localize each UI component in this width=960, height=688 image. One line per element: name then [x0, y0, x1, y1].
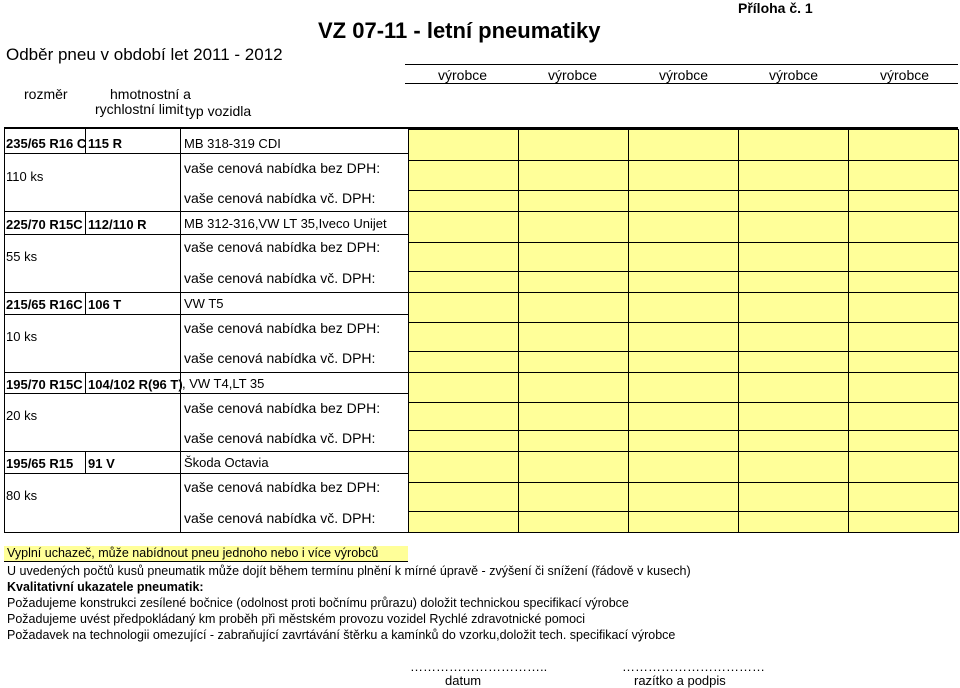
- price-ex-vat-label: vaše cenová nabídka bez DPH:: [184, 400, 381, 416]
- price-input-cell[interactable]: [408, 211, 519, 243]
- label-column-line: [180, 153, 181, 211]
- column-header-size: rozměr: [24, 86, 68, 102]
- column-header-vehicle: typ vozidla: [185, 103, 252, 119]
- price-input-cell[interactable]: [738, 451, 849, 483]
- price-input-cell[interactable]: [628, 160, 739, 191]
- price-input-cell[interactable]: [628, 292, 739, 323]
- price-input-cell[interactable]: [628, 271, 739, 293]
- price-input-cell[interactable]: [628, 372, 739, 403]
- left-title: Odběr pneu v období let 2011 - 2012: [6, 45, 283, 64]
- quantity: 20 ks: [6, 408, 38, 423]
- page-title: VZ 07-11 - letní pneumatiky: [318, 18, 601, 43]
- price-input-cell[interactable]: [848, 351, 959, 373]
- requirement-3: Požadavek na technologii omezující - zabraňující zavrtávání štěrku a kamínků do vzorku,doložit tech. specifikací výrobce: [7, 628, 676, 642]
- price-input-cell[interactable]: [738, 430, 849, 452]
- price-input-cell[interactable]: [518, 451, 629, 483]
- quantity: 10 ks: [6, 329, 38, 344]
- vehicle-type: MB 318-319 CDI: [184, 136, 281, 151]
- price-input-cell[interactable]: [628, 129, 739, 161]
- price-input-cell[interactable]: [408, 271, 519, 293]
- price-ex-vat-label: vaše cenová nabídka bez DPH:: [184, 160, 381, 176]
- price-input-cell[interactable]: [738, 351, 849, 373]
- price-input-cell[interactable]: [628, 211, 739, 243]
- group-5-top-line: [4, 451, 408, 452]
- price-input-cell[interactable]: [848, 160, 959, 191]
- price-input-cell[interactable]: [848, 322, 959, 352]
- label-column-line: [180, 234, 181, 292]
- fill-note: Vyplní uchazeč, může nabídnout pneu jednoho nebo i více výrobců: [7, 546, 379, 560]
- price-input-cell[interactable]: [518, 482, 629, 512]
- label-column-line: [180, 473, 181, 532]
- price-input-cell[interactable]: [738, 402, 849, 431]
- price-inc-vat-label: vaše cenová nabídka vč. DPH:: [184, 270, 376, 286]
- price-input-cell[interactable]: [518, 430, 629, 452]
- group-4-subheader-line: [4, 393, 408, 394]
- load-vehicle-separator: [180, 372, 181, 393]
- price-input-cell[interactable]: [408, 292, 519, 323]
- load-speed-index: 104/102 R(96 T): [88, 377, 183, 392]
- tyre-size: 195/70 R15C: [6, 377, 83, 392]
- price-input-cell[interactable]: [848, 511, 959, 533]
- size-load-separator: [85, 372, 86, 393]
- price-input-cell[interactable]: [848, 372, 959, 403]
- price-input-cell[interactable]: [738, 190, 849, 212]
- load-speed-index: 115 R: [88, 136, 122, 151]
- label-column-line: [180, 314, 181, 372]
- manufacturer-header-5: výrobce: [880, 67, 930, 83]
- price-ex-vat-label: vaše cenová nabídka bez DPH:: [184, 239, 381, 255]
- vehicle-type: Škoda Octavia: [184, 455, 269, 470]
- price-input-cell[interactable]: [738, 322, 849, 352]
- price-inc-vat-label: vaše cenová nabídka vč. DPH:: [184, 510, 376, 526]
- price-input-cell[interactable]: [408, 372, 519, 403]
- tyre-size: 235/65 R16 C: [6, 136, 87, 151]
- manufacturer-header-bottom-line: [405, 83, 958, 84]
- manufacturer-header-4: výrobce: [769, 67, 819, 83]
- price-input-cell[interactable]: [848, 430, 959, 452]
- price-input-cell[interactable]: [628, 511, 739, 533]
- price-input-cell[interactable]: [628, 402, 739, 431]
- price-input-cell[interactable]: [738, 242, 849, 272]
- date-label: datum: [445, 673, 482, 688]
- price-input-cell[interactable]: [408, 402, 519, 431]
- label-column-line: [180, 393, 181, 451]
- price-input-cell[interactable]: [848, 211, 959, 243]
- price-input-cell[interactable]: [408, 511, 519, 533]
- manufacturer-header-top-line: [405, 64, 958, 65]
- price-inc-vat-label: vaše cenová nabídka vč. DPH:: [184, 190, 376, 206]
- price-input-cell[interactable]: [738, 271, 849, 293]
- group-3-subheader-line: [4, 314, 408, 315]
- vehicle-type: MB 312-316,VW LT 35,Iveco Unijet: [184, 216, 387, 231]
- price-input-cell[interactable]: [518, 129, 629, 161]
- column-header-load-line2: rychlostní limit: [95, 101, 184, 117]
- price-input-cell[interactable]: [518, 351, 629, 373]
- price-input-cell[interactable]: [518, 322, 629, 352]
- price-input-cell[interactable]: [408, 351, 519, 373]
- price-input-cell[interactable]: [738, 292, 849, 323]
- price-input-cell[interactable]: [408, 242, 519, 272]
- tyre-size: 225/70 R15C: [6, 217, 83, 232]
- price-input-cell[interactable]: [408, 190, 519, 212]
- price-input-cell[interactable]: [518, 190, 629, 212]
- quantity-note: U uvedených počtů kusů pneumatik může dojít během termínu plnění k mírné úpravě - zvýšení či snížení (řádově v kusech): [7, 564, 691, 578]
- price-input-cell[interactable]: [518, 402, 629, 431]
- column-header-load-line1: hmotnostní a: [110, 86, 191, 102]
- price-input-cell[interactable]: [518, 271, 629, 293]
- price-input-cell[interactable]: [518, 292, 629, 323]
- group-4-top-line: [4, 372, 408, 373]
- table-bottom-line: [4, 532, 408, 533]
- price-inc-vat-label: vaše cenová nabídka vč. DPH:: [184, 430, 376, 446]
- price-input-cell[interactable]: [738, 129, 849, 161]
- stamp-dots: ……………………………: [622, 659, 765, 674]
- load-speed-index: 112/110 R: [88, 217, 147, 232]
- quantity: 80 ks: [6, 488, 38, 503]
- load-vehicle-separator: [180, 211, 181, 234]
- price-input-cell[interactable]: [518, 211, 629, 243]
- price-input-cell[interactable]: [408, 482, 519, 512]
- group-3-top-line: [4, 292, 408, 293]
- load-speed-index: 106 T: [88, 297, 122, 312]
- manufacturer-header-1: výrobce: [438, 67, 488, 83]
- price-input-cell[interactable]: [628, 482, 739, 512]
- quantity: 110 ks: [6, 169, 44, 184]
- size-load-separator: [85, 211, 86, 234]
- price-input-cell[interactable]: [848, 482, 959, 512]
- price-input-cell[interactable]: [848, 271, 959, 293]
- size-load-separator: [85, 129, 86, 153]
- manufacturer-header-2: výrobce: [548, 67, 598, 83]
- price-input-cell[interactable]: [738, 211, 849, 243]
- tyre-size: 195/65 R15: [6, 456, 74, 471]
- price-input-cell[interactable]: [628, 351, 739, 373]
- price-input-cell[interactable]: [848, 129, 959, 161]
- quantity: 55 ks: [6, 249, 38, 264]
- price-input-cell[interactable]: [408, 430, 519, 452]
- group-1-subheader-line: [4, 153, 408, 154]
- price-input-cell[interactable]: [628, 322, 739, 352]
- price-input-cell[interactable]: [738, 160, 849, 191]
- stamp-label: razítko a podpis: [634, 673, 726, 688]
- price-input-cell[interactable]: [628, 190, 739, 212]
- price-input-cell[interactable]: [518, 160, 629, 191]
- requirement-2: Požadujeme uvést předpokládaný km proběh při městském provozu vozidel Rychlé zdravotnické pomoci: [7, 612, 586, 626]
- price-input-cell[interactable]: [518, 242, 629, 272]
- price-input-cell[interactable]: [628, 451, 739, 483]
- load-vehicle-separator: [180, 292, 181, 314]
- price-input-cell[interactable]: [628, 242, 739, 272]
- price-input-cell[interactable]: [408, 322, 519, 352]
- group-5-subheader-line: [4, 473, 408, 474]
- tyre-size: 215/65 R16C: [6, 297, 83, 312]
- price-input-cell[interactable]: [738, 482, 849, 512]
- load-vehicle-separator: [180, 129, 181, 153]
- price-input-cell[interactable]: [518, 372, 629, 403]
- price-input-cell[interactable]: [848, 292, 959, 323]
- price-input-cell[interactable]: [738, 372, 849, 403]
- price-input-cell[interactable]: [848, 190, 959, 212]
- load-vehicle-separator: [180, 451, 181, 473]
- price-input-cell[interactable]: [518, 511, 629, 533]
- price-input-cell[interactable]: [738, 511, 849, 533]
- requirement-1: Požadujeme konstrukci zesílené bočnice (odolnost proti bočnímu průrazu) doložit technickou specifikací výrobce: [7, 596, 629, 610]
- load-speed-index: 91 V: [88, 456, 115, 471]
- group-2-top-line: [4, 211, 408, 212]
- vehicle-type: , VW T4,LT 35: [182, 376, 265, 391]
- price-input-cell[interactable]: [408, 451, 519, 483]
- price-input-cell[interactable]: [848, 402, 959, 431]
- price-input-cell[interactable]: [408, 160, 519, 191]
- price-inc-vat-label: vaše cenová nabídka vč. DPH:: [184, 350, 376, 366]
- price-ex-vat-label: vaše cenová nabídka bez DPH:: [184, 320, 381, 336]
- price-input-cell[interactable]: [408, 129, 519, 161]
- price-input-cell[interactable]: [628, 430, 739, 452]
- price-input-cell[interactable]: [848, 451, 959, 483]
- quality-heading: Kvalitativní ukazatele pneumatik:: [7, 580, 204, 594]
- price-ex-vat-label: vaše cenová nabídka bez DPH:: [184, 479, 381, 495]
- vehicle-type: VW T5: [184, 296, 224, 311]
- manufacturer-header-3: výrobce: [659, 67, 709, 83]
- price-input-cell[interactable]: [848, 242, 959, 272]
- group-2-subheader-line: [4, 234, 408, 235]
- date-dots: …………………………..: [410, 659, 548, 674]
- size-load-separator: [85, 292, 86, 314]
- appendix-label: Příloha č. 1: [738, 0, 813, 16]
- size-load-separator: [85, 451, 86, 473]
